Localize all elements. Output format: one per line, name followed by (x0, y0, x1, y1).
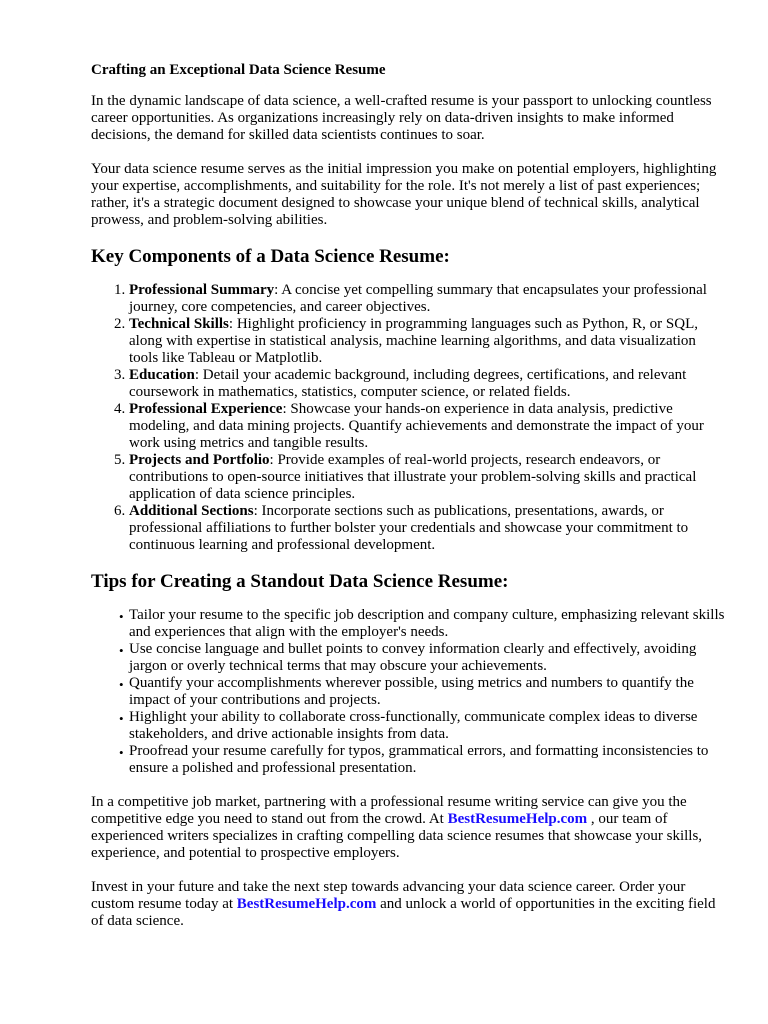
tip-item: • Highlight your ability to collaborate cross-functionally, communicate complex ideas to diverse stakeholders, and drive actionable insights from data. (119, 709, 698, 742)
tip-item: • Use concise language and bullet points to convey information clearly and effectively, avoiding jargon or overly technical terms that may obscure your achievements. (119, 641, 697, 674)
component-text: Showcase your hands-on experience in data analysis, predictive modeling, and data mining projects. Quantify achievements and demonstrate the impact of your work using metrics and tangible results. (129, 401, 704, 451)
tips-list (91, 607, 728, 777)
component-term: Professional Experience (129, 401, 283, 417)
bestresumehelp-link[interactable]: BestResumeHelp.com (447, 811, 588, 827)
intro-paragraph-2: Your data science resume serves as the initial impression you make on potential employers, highlighting your expertise, accomplishments, and suitability for the role. It's not merely a list of past experiences; rather, it's a strategic document designed to showcase your unique blend of technical skills, analytical prowess, and problem-solving abilities. (91, 161, 717, 228)
components-list (91, 282, 728, 554)
tip-item: • Proofread your resume carefully for typos, grammatical errors, and formatting inconsistencies to ensure a polished and professional presentation. (119, 743, 709, 776)
bestresumehelp-link[interactable]: BestResumeHelp.com (236, 896, 377, 912)
component-text: Provide examples of real-world projects, research endeavors, or contributions to open-source initiatives that illustrate your problem-solving skills and practical application of data science principles. (129, 452, 697, 502)
closing-paragraph-1: In a competitive job market, partnering with a professional resume writing service can give you the competitive edge you need to stand out from the crowd. At BestResumeHelp.com , our team of experienced writers specializes in crafting compelling data science resumes that showcase your skills, experience, and potential to prospective employers. (91, 794, 703, 861)
component-term: Professional Summary (129, 282, 275, 298)
document-title: Crafting an Exceptional Data Science Resume (91, 62, 386, 78)
component-item: 4. Professional Experience: Showcase your hands-on experience in data analysis, predictive modeling, and data mining projects. Quantify achievements and demonstrate the impact of your work using metrics and tangible results. (129, 401, 728, 452)
component-item: 1. Professional Summary: A concise yet compelling summary that encapsulates your professional journey, core competencies, and career objectives. (129, 282, 728, 316)
component-text: Highlight proficiency in programming languages such as Python, R, or SQL, along with expertise in statistical analysis, machine learning algorithms, and data visualization tools like Tableau or Matplotlib. (129, 316, 699, 366)
tip-item: • Tailor your resume to the specific job description and company culture, emphasizing relevant skills and experiences that align with the employer's needs. (119, 607, 725, 640)
bullet-icon: • (119, 745, 124, 760)
component-text: Incorporate sections such as publications, presentations, awards, or professional affiliations to further bolster your credentials and showcase your commitment to continuous learning and professional development. (129, 503, 689, 553)
component-item: 5. Projects and Portfolio: Provide examples of real-world projects, research endeavors, or contributions to open-source initiatives that illustrate your problem-solving skills and practical application of data science principles. (129, 452, 728, 503)
component-term: Technical Skills (129, 316, 229, 332)
intro-paragraph-1: In the dynamic landscape of data science, a well-crafted resume is your passport to unlocking countless career opportunities. As organizations increasingly rely on data-driven insights to make informed decisions, the demand for skilled data scientists continues to soar. (91, 93, 712, 143)
component-term: Education (129, 367, 195, 383)
components-heading: Key Components of a Data Science Resume: (91, 246, 450, 267)
component-text: A concise yet compelling summary that encapsulates your professional journey, core competencies, and career objectives. (129, 282, 707, 315)
closing-paragraph-2: Invest in your future and take the next step towards advancing your data science career. Order your custom resume today at BestResumeHelp.com and unlock a world of opportunities in the exciting field of data science. (91, 879, 716, 929)
component-item: 6. Additional Sections: Incorporate sections such as publications, presentations, awards, or professional affiliations to further bolster your credentials and showcase your commitment to continuous learning and professional development. (129, 503, 728, 554)
component-term: Projects and Portfolio (129, 452, 270, 468)
tips-heading: Tips for Creating a Standout Data Science Resume: (91, 571, 509, 592)
component-item: 3. Education: Detail your academic background, including degrees, certifications, and relevant coursework in mathematics, statistics, computer science, or related fields. (129, 367, 728, 401)
component-term: Additional Sections (129, 503, 254, 519)
bullet-icon: • (119, 711, 124, 726)
component-item: 2. Technical Skills: Highlight proficiency in programming languages such as Python, R, or SQL, along with expertise in statistical analysis, machine learning algorithms, and data visualization tools like Tableau or Matplotlib. (129, 316, 728, 367)
tip-item: • Quantify your accomplishments wherever possible, using metrics and numbers to quantify the impact of your contributions and projects. (119, 675, 694, 708)
bullet-icon: • (119, 609, 124, 624)
component-text: Detail your academic background, including degrees, certifications, and relevant coursework in mathematics, statistics, computer science, or related fields. (129, 367, 687, 400)
bullet-icon: • (119, 677, 124, 692)
bullet-icon: • (119, 643, 124, 658)
